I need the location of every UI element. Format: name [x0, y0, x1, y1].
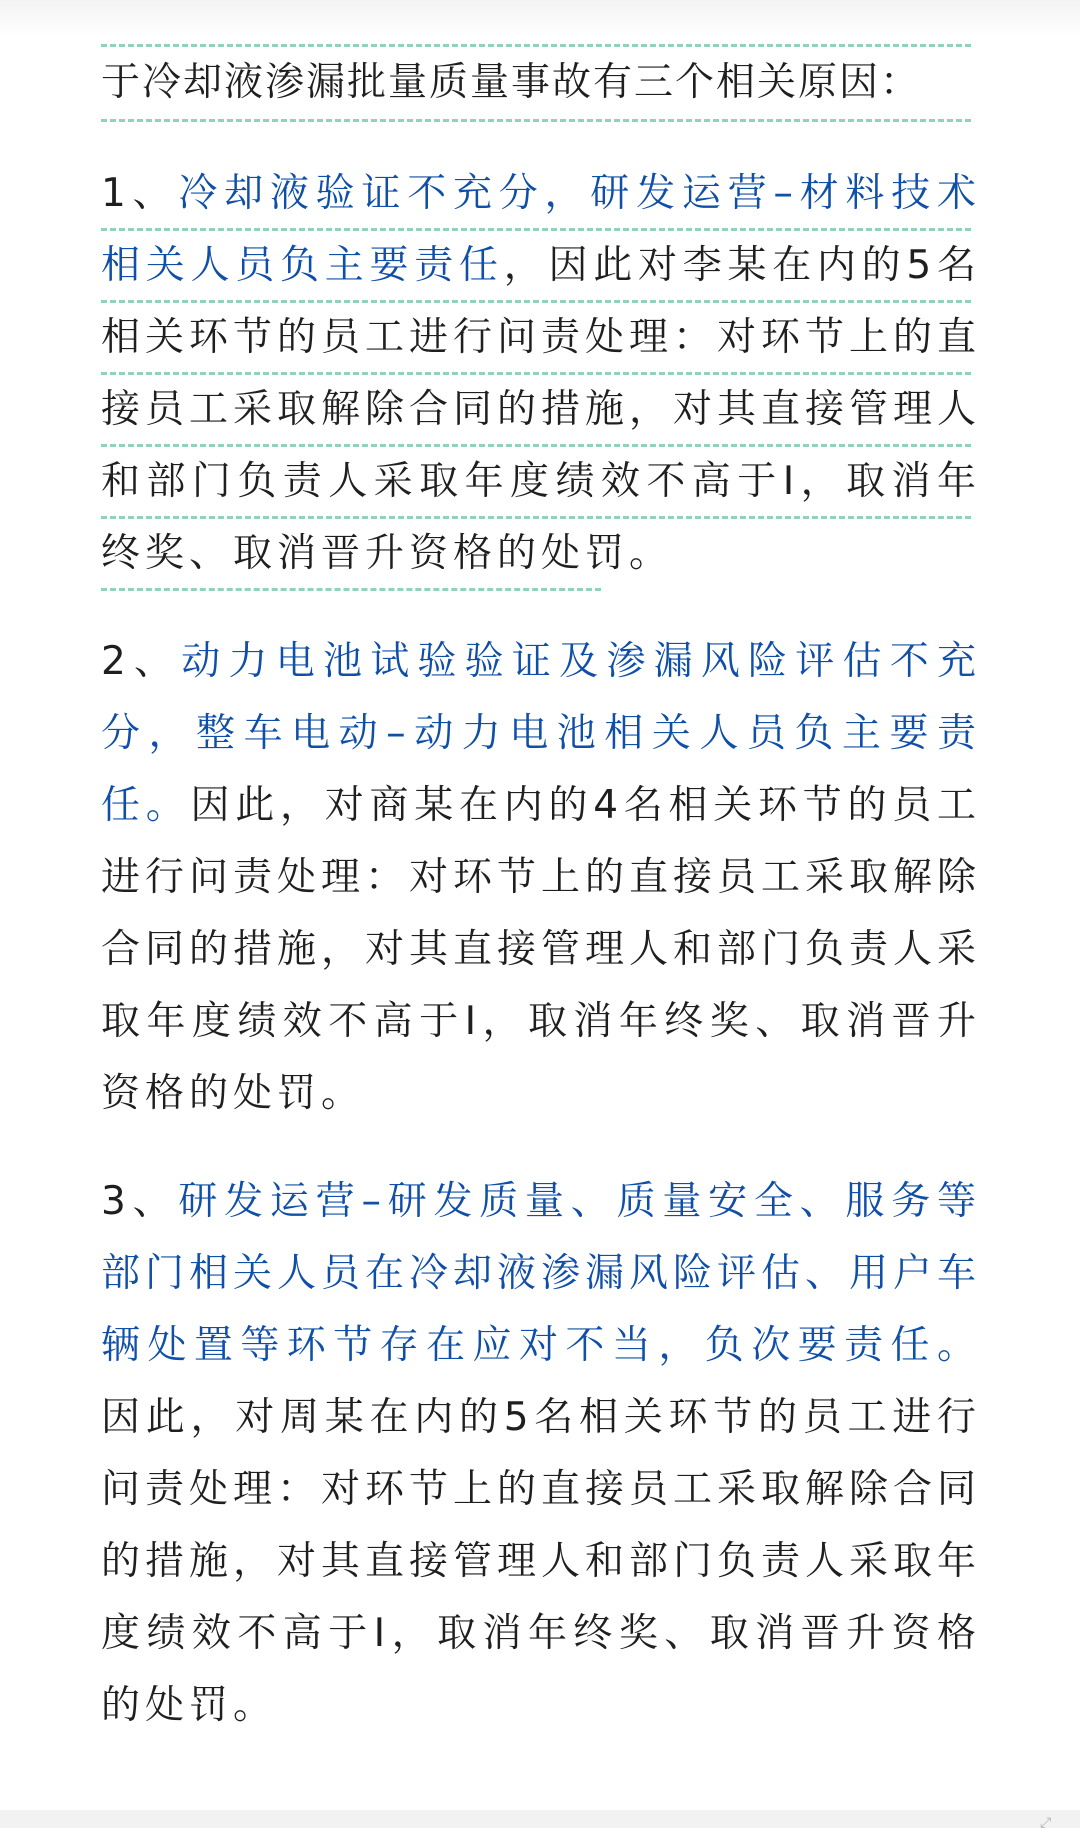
intro-bottom-rule — [101, 119, 971, 122]
paragraph-1 — [101, 158, 981, 590]
top-shade — [0, 0, 1080, 38]
paragraph-3 — [101, 1166, 981, 1742]
paragraph-1-rest: ，因此对李某在内的5名相关环节的员工进行问责处理：对环节上的直接员工采取解除合同的措施，对其直接管理人和部门负责人采取年度绩效不高于I，取消年终奖、取消晋升资格的处罚。 — [101, 243, 982, 576]
article-content — [101, 44, 981, 1742]
paragraph-2-highlight: 动力电池试验验证及渗漏风险评估不充分，整车电动–动力电池相关人员负主要责任。 — [101, 639, 981, 828]
paragraph-1-wrap — [101, 158, 981, 590]
expand-icon[interactable]: ⤢ — [1040, 1815, 1052, 1828]
paragraph-1-number: 1、 — [101, 171, 179, 216]
paragraph-3-number: 3、 — [101, 1179, 179, 1224]
paragraph-2-number: 2、 — [101, 639, 182, 684]
paragraph-1-highlight: 冷却液验证不充分，研发运营–材料技术相关人员负主要责任 — [101, 171, 981, 288]
paragraph-2 — [101, 626, 981, 1130]
bottom-bar — [0, 1810, 1080, 1828]
paragraph-3-highlight: 研发运营–研发质量、质量安全、服务等部门相关人员在冷却液渗漏风险评估、用户车辆处置等环节存在应对不当，负次要责任。 — [101, 1179, 982, 1368]
paragraph-3-rest: 因此，对周某在内的5名相关环节的员工进行问责处理：对环节上的直接员工采取解除合同的措施，对其直接管理人和部门负责人采取年度绩效不高于I，取消年终奖、取消晋升资格的处罚。 — [101, 1395, 982, 1728]
intro-text: 于冷却液渗漏批量质量事故有三个相关原因： — [101, 60, 922, 105]
paragraph-2-rest: 因此，对商某在内的4名相关环节的员工进行问责处理：对环节上的直接员工采取解除合同的措施，对其直接管理人和部门负责人采取年度绩效不高于I，取消年终奖、取消晋升资格的处罚。 — [101, 783, 982, 1116]
